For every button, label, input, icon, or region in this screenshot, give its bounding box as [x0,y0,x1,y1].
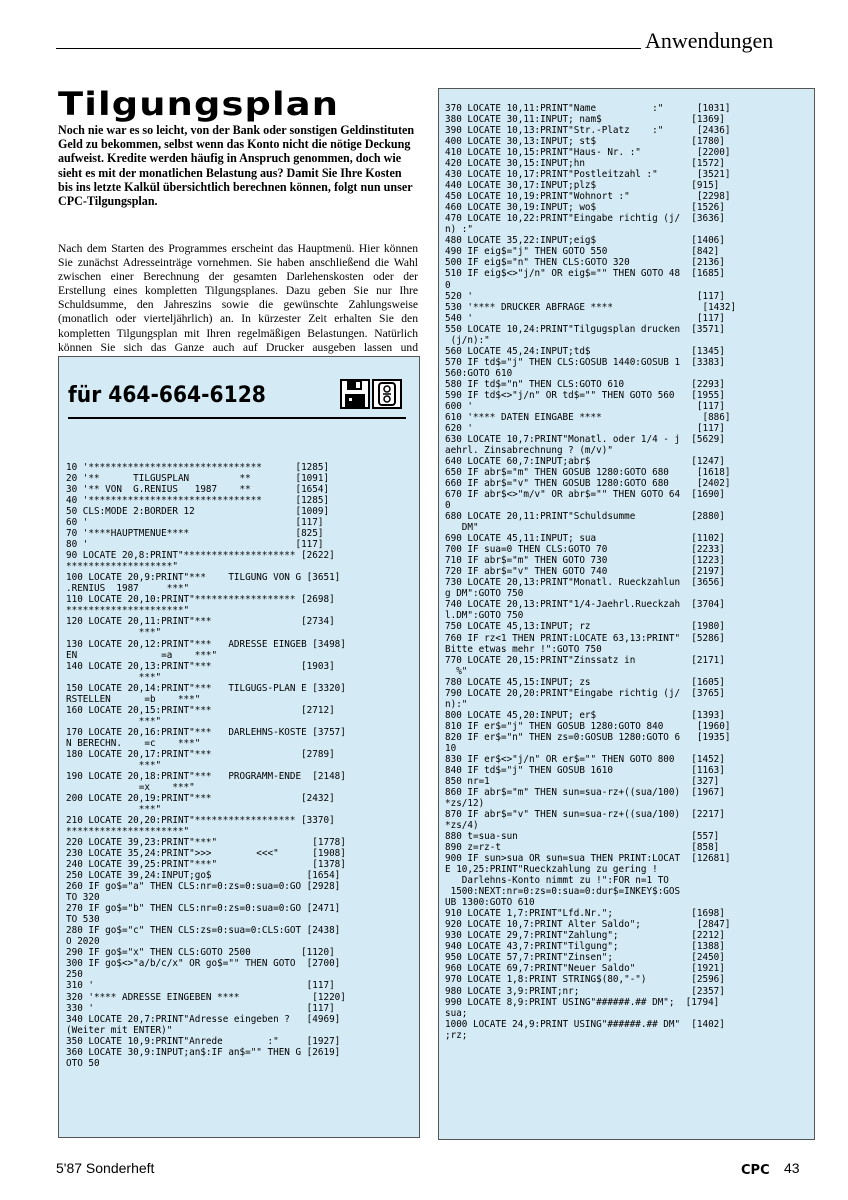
code-line: 620 ' [117] [445,422,725,434]
code-line: 600 ' [117] [445,400,725,412]
page-number: 43 [784,1160,800,1176]
code-line: DM" [445,522,479,534]
code-line: 930 LOCATE 29,7:PRINT"Zahlung"; [2212] [445,930,725,942]
code-line: 760 IF rz<1 THEN PRINT:LOCATE 63,13:PRINT" [5286] [445,632,725,644]
code-line: 380 LOCATE 30,11:INPUT; nam$ [1369] [445,114,725,126]
code-line: 880 t=sua-sun [557] [445,831,720,843]
code-line: 440 LOCATE 30,17:INPUT;plz$ [915] [445,180,720,192]
code-line: 260 IF go$="a" THEN CLS:nr=0:zs=0:sua=0:GO [2928] [66,881,341,893]
code-line: 1000 LOCATE 24,9:PRINT USING"######.## DM" [1402] [445,1018,725,1030]
code-line: 110 LOCATE 20,10:PRINT"****************** [2698] [66,594,335,606]
code-line: RSTELLEN =b ***" [66,693,201,705]
code-line: 840 IF td$="j" THEN GOSUB 1610 [1163] [445,764,725,776]
code-line: 50 CLS:MODE 2:BORDER 12 [1009] [66,506,330,518]
code-line: 230 LOCATE 35,24:PRINT">>> <<<" [1908] [66,848,346,860]
code-line: (Weiter mit ENTER)" [66,1024,173,1036]
code-line: ***" [66,671,162,683]
platform-header [68,377,406,419]
footer-issue: 5'87 Sonderheft [56,1160,155,1176]
code-line: N BERECHN. =c ***" [66,737,201,749]
header-rule [56,48,641,49]
code-line: *zs/4) [445,820,479,832]
code-line: n):" [445,698,468,710]
code-line: ***" [66,759,162,771]
code-line: 470 LOCATE 10,22:PRINT"Eingabe richtig (j/ [3636] [445,213,725,225]
code-line: 970 LOCATE 1,8:PRINT STRING$(80,"-") [2596] [445,974,725,986]
code-line: 420 LOCATE 30,15:INPUT;hn [1572] [445,158,725,170]
code-line: *******************" [66,561,178,573]
code-line: OTO 50 [66,1057,100,1069]
code-line: 750 LOCATE 45,13:INPUT; rz [1980] [445,621,725,633]
code-line: 290 IF go$="x" THEN CLS:GOTO 2500 [1120] [66,947,335,959]
code-line: 560:GOTO 610 [445,367,513,379]
code-line: 320 '**** ADRESSE EINGEBEN **** [1220] [66,991,346,1003]
code-line: g DM":GOTO 750 [445,588,524,600]
code-line: 210 LOCATE 20,20:PRINT"****************** [3370] [66,815,335,826]
code-line: 390 LOCATE 10,13:PRINT"Str.-Platz :" [2436] [445,125,731,137]
code-line: 550 LOCATE 10,24:PRINT"Tilgugsplan drucken [3571] [445,323,725,335]
floppy-disk-icon [340,379,370,409]
code-line: 480 LOCATE 35,22:INPUT;eig$ [1406] [445,235,725,247]
code-line: 80 ' [117] [66,539,324,551]
code-line: 490 IF eig$="j" THEN GOTO 550 [842] [445,246,720,258]
code-line: 530 '**** DRUCKER ABFRAGE **** [1432] [445,301,737,313]
code-line: 160 LOCATE 20,15:PRINT"*** [2712] [66,704,335,716]
code-line: 800 LOCATE 45,20:INPUT; er$ [1393] [445,709,725,721]
code-line: ;rz; [445,1029,468,1041]
article-body-text: Nach dem Starten des Programmes erscheint das Hauptmenü. Hier können Sie zunächst Adresseinträge vornehmen. Sie haben anschließend die Wahl zwischen einer Berechnung der gesamten Darlehenskosten oder der Erstellung eines kompletten Tilgungsplanes. Dazu geben Sie nur Ihre Schuldsumme, den Jahreszins sowie die gewünschte Zahlungsweise (monatlich oder vierteljährlich) an. In kürzester Zeit erhalten Sie den kompletten Tilgungsplan mit Ihren regelmäßigen Belastungen. Natürlich können Sie sich das Ganze auch auf Drucker ausgeben lassen und [58,242,418,354]
code-line: 910 LOCATE 1,7:PRINT"Lfd.Nr."; [1698] [445,908,725,920]
code-line: 660 IF abr$="v" THEN GOSUB 1280:GOTO 680 [2402] [445,478,731,490]
code-line: 570 IF td$="j" THEN CLS:GOSUB 1440:GOSUB 1 [3383] [445,356,725,368]
listing-panel-left [58,356,420,1138]
code-line: *zs/12) [445,797,485,809]
code-line: *********************" [66,826,190,838]
code-line: 30 '** VON G.RENIUS 1987 ** [1654] [66,484,330,496]
code-line: *********************" [66,605,190,617]
code-line: n) :" [445,224,473,236]
code-line: O 2020 [66,936,100,948]
code-line: %" [445,665,468,677]
code-line: E 10,25:PRINT"Rueckzahlung zu gering ! [445,864,658,876]
code-line: 780 LOCATE 45,15:INPUT; zs [1605] [445,676,725,688]
code-line: 790 LOCATE 20,20:PRINT"Eingabe richtig (j/ [3765] [445,687,725,699]
section-title: Anwendungen [645,28,774,53]
code-line: 240 LOCATE 39,25:PRINT"***" [1378] [66,859,346,871]
code-line: 900 IF sun>sua OR sun=sua THEN PRINT:LOCAT [12681] [445,853,731,865]
code-line: 870 IF abr$="v" THEN sun=sua-rz+((sua/100) [2217] [445,809,725,820]
code-line: 700 IF sua=0 THEN CLS:GOTO 70 [2233] [445,544,725,556]
code-line: 830 IF er$<>"j/n" OR er$="" THEN GOTO 800 [1452] [445,753,725,765]
code-line: 250 [66,969,83,981]
code-line: 170 LOCATE 20,16:PRINT"*** DARLEHNS-KOSTE [3757] [66,726,346,738]
code-line: 670 IF abr$<>"m/v" OR abr$="" THEN GOTO 64 [1690] [445,489,725,501]
code-line: 990 LOCATE 8,9:PRINT USING"######.## DM"; [1794] [445,996,720,1008]
code-line: TO 530 [66,914,100,926]
code-line: 980 LOCATE 3,9:PRINT;nr; [2357] [445,985,725,997]
code-line: 580 IF td$="n" THEN CLS:GOTO 610 [2293] [445,378,725,390]
cassette-icon [372,379,402,409]
code-line: aehrl. Zinsabrechnung ? (m/v)" [445,444,613,456]
code-line: 340 LOCATE 20,7:PRINT"Adresse eingeben ? [4969] [66,1013,341,1025]
code-line: 920 LOCATE 10,7:PRINT Alter Saldo"; [2847] [445,919,731,931]
code-line: EN =a ***" [66,649,218,661]
code-line: 200 LOCATE 20,19:PRINT"*** [2432] [66,792,335,804]
code-line: 310 ' [117] [66,980,335,992]
code-line: 220 LOCATE 39,23:PRINT"***" [1778] [66,837,346,849]
code-line: 650 IF abr$="m" THEN GOSUB 1280:GOTO 680 [1618] [445,467,731,479]
code-line: 360 LOCATE 30,9:INPUT;an$:IF an$="" THEN G [2619] [66,1046,341,1058]
code-listing-right [445,103,736,1041]
code-line: 250 LOCATE 39,24:INPUT;go$ [1654] [66,870,341,882]
code-line: 410 LOCATE 10,15:PRINT"Haus- Nr. :" [2200] [445,147,731,159]
code-line: 270 IF go$="b" THEN CLS:nr=0:zs=0:sua=0:GO [2471] [66,903,341,915]
code-line: ***" [66,715,162,727]
code-line: 300 IF go$<>"a/b/c/x" OR go$="" THEN GOTO [2700] [66,958,341,970]
code-line: 950 LOCATE 57,7:PRINT"Zinsen"; [2450] [445,952,725,964]
code-line: l.DM":GOTO 750 [445,610,524,622]
code-line: 770 LOCATE 20,15:PRINT"Zinssatz in [2171] [445,654,725,666]
code-line: ***" [66,803,162,815]
code-line: 400 LOCATE 30,13:INPUT; st$ [1780] [445,136,725,148]
code-line: 120 LOCATE 20,11:PRINT"*** [2734] [66,616,335,628]
code-line: 180 LOCATE 20,17:PRINT"*** [2789] [66,748,335,760]
code-line: 60 ' [117] [66,517,324,529]
article-title: Tilgungsplan [58,85,340,123]
code-line: 820 IF er$="n" THEN zs=0:GOSUB 1280:GOTO 6 [1935] [445,731,731,743]
code-line: 0 [445,500,451,512]
code-line: 610 '**** DATEN EINGABE **** [886] [445,411,731,423]
code-line: 640 LOCATE 60,7:INPUT;abr$ [1247] [445,456,725,467]
code-line: 370 LOCATE 10,11:PRINT"Name :" [1031] [445,103,731,114]
code-line: Bitte etwas mehr !":GOTO 750 [445,643,602,655]
platform-label: für 464-664-6128 [68,383,266,408]
code-line: 740 LOCATE 20,13:PRINT"1/4-Jaehrl.Rueckzah [3704] [445,599,725,611]
code-line: 70 '****HAUPTMENUE**** [825] [66,528,324,540]
code-line: 450 LOCATE 10,19:PRINT"Wohnort :" [2298] [445,191,731,203]
code-line: 540 ' [117] [445,312,725,324]
code-line: ***" [66,627,162,639]
code-line: 520 ' [117] [445,290,725,302]
code-line: 500 IF eig$="n" THEN CLS:GOTO 320 [2136] [445,257,725,269]
code-line: 720 IF abr$="v" THEN GOTO 740 [2197] [445,566,725,578]
code-line: 630 LOCATE 10,7:PRINT"Monatl. oder 1/4 - j [5629] [445,433,725,445]
code-line: Darlehns-Konto nimmt zu !":FOR n=1 TO [445,875,669,887]
code-line: .RENIUS 1987 ***" [66,583,190,595]
code-line: 460 LOCATE 30,19:INPUT; wo$ [1526] [445,202,725,214]
code-line: 350 LOCATE 10,9:PRINT"Anrede :" [1927] [66,1035,341,1047]
code-line: 430 LOCATE 10,17:PRINT"Postleitzahl :" [3521] [445,169,731,181]
code-line: 10 '******************************* [1285] [66,462,330,473]
code-line: 0 [445,279,451,291]
code-line: 150 LOCATE 20,14:PRINT"*** TILGUGS-PLAN E [3320] [66,682,346,694]
code-line: 730 LOCATE 20,13:PRINT"Monatl. Rueckzahlun [3656] [445,577,725,589]
code-line: 810 IF er$="j" THEN GOSUB 1280:GOTO 840 [1960] [445,720,731,732]
code-line: 590 IF td$<>"j/n" OR td$="" THEN GOTO 560 [1955] [445,389,725,401]
code-line: 710 IF abr$="m" THEN GOTO 730 [1223] [445,555,725,567]
code-line: 330 ' [117] [66,1002,335,1014]
listing-panel-right [438,88,815,1140]
code-line: (j/n):" [445,334,490,346]
code-line: 20 '** TILGUSPLAN ** [1091] [66,473,330,485]
code-listing-left [66,462,346,1069]
code-line: UB 1300:GOTO 610 [445,897,535,909]
code-line: 890 z=rz-t [858] [445,842,720,854]
code-line: 860 IF abr$="m" THEN sun=sua-rz+((sua/100) [1967] [445,786,725,798]
code-line: 960 LOCATE 69,7:PRINT"Neuer Saldo" [1921] [445,963,725,975]
code-line: 690 LOCATE 45,11:INPUT; sua [1102] [445,533,725,545]
code-line: 140 LOCATE 20,13:PRINT"*** [1903] [66,660,335,672]
code-line: 90 LOCATE 20,8:PRINT"******************** [2622] [66,550,335,562]
code-line: 560 LOCATE 45,24:INPUT;td$ [1345] [445,345,725,357]
code-line: 280 IF go$="c" THEN CLS:zs=0:sua=0:CLS:GOT [2438] [66,925,341,937]
code-line: 680 LOCATE 20,11:PRINT"Schuldsumme [2880] [445,511,725,523]
code-line: 130 LOCATE 20,12:PRINT"*** ADRESSE EINGEB [3498] [66,638,346,650]
code-line: =x ***" [66,781,195,793]
code-line: 940 LOCATE 43,7:PRINT"Tilgung"; [1388] [445,941,725,953]
code-line: sua; [445,1007,468,1019]
article-lead: Noch nie war es so leicht, von der Bank oder sonstigen Geldinstituten Geld zu bekommen, selbst wenn das Konto nicht die nötige Deckung aufweist. Kredite werden häufig in Anspruch genommen, doch wie sieht es mit der monatlichen Belastung aus? Damit Sie Ihre Kosten bis ins letzte Kalkül übersichtlich berechnen können, folgt nun unser CPC-Tilgungsplan. [58,123,415,209]
code-line: 10 [445,742,457,754]
code-line: 100 LOCATE 20,9:PRINT"*** TILGUNG VON G [3651] [66,572,341,584]
code-line: 1500:NEXT:nr=0:zs=0:sua=0:dur$=INKEY$:GOS [445,886,681,898]
code-line: 190 LOCATE 20,18:PRINT"*** PROGRAMM-ENDE [2148] [66,770,346,782]
code-line: 510 IF eig$<>"j/n" OR eig$="" THEN GOTO 48 [1685] [445,268,725,280]
code-line: 850 nr=1 [327] [445,775,720,787]
footer-logo: CPC [741,1163,770,1178]
code-line: 40 '******************************* [1285] [66,495,330,507]
code-line: TO 320 [66,892,100,904]
